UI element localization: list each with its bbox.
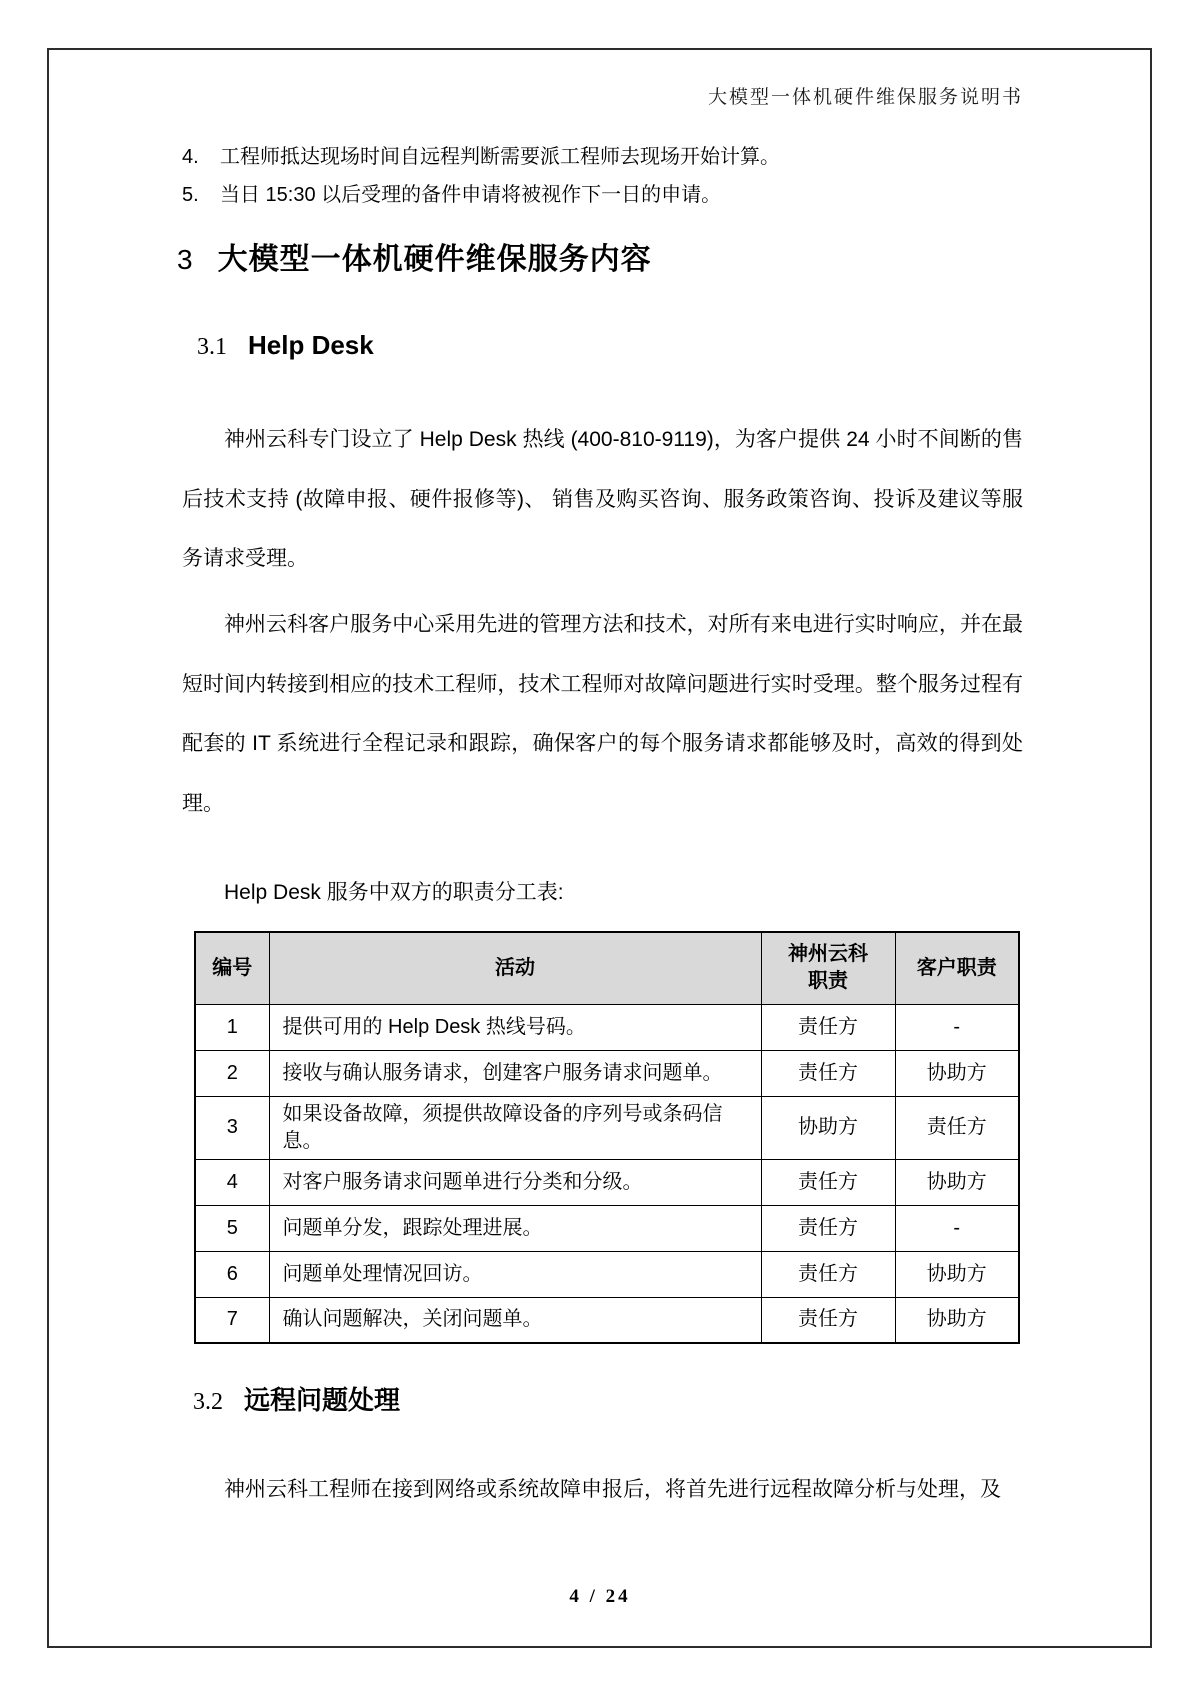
cell-yunke-duty: 协助方 [761, 1096, 895, 1159]
table-row [195, 1096, 1019, 1159]
section-number: 3.2 [193, 1389, 223, 1415]
list-item-4 [182, 144, 1032, 171]
section-number: 3 [177, 244, 193, 275]
list-item-number: 5. [182, 184, 199, 206]
cell-number: 2 [195, 1050, 269, 1096]
cell-yunke-duty: 责任方 [761, 1251, 895, 1297]
cell-customer-duty: - [895, 1004, 1019, 1050]
cell-activity: 问题单分发，跟踪处理进展。 [269, 1205, 761, 1251]
cell-activity: 问题单处理情况回访。 [269, 1251, 761, 1297]
paragraph-table-intro: Help Desk 服务中双方的职责分工表: [224, 881, 564, 904]
cell-yunke-duty: 责任方 [761, 1004, 895, 1050]
section-number: 3.1 [197, 334, 227, 360]
cell-activity: 提供可用的 Help Desk 热线号码。 [269, 1004, 761, 1050]
cell-yunke-duty: 责任方 [761, 1205, 895, 1251]
cell-number: 6 [195, 1251, 269, 1297]
section-title: Help Desk [248, 330, 374, 360]
header-cell-yunke-duty: 神州云科职责 [761, 932, 895, 1004]
cell-number: 7 [195, 1297, 269, 1343]
responsibility-table [194, 931, 1020, 1344]
table-row [195, 1004, 1019, 1050]
cell-yunke-duty: 责任方 [761, 1050, 895, 1096]
cell-customer-duty: 责任方 [895, 1096, 1019, 1159]
section-heading-3-2 [193, 1383, 400, 1419]
cell-yunke-duty: 责任方 [761, 1297, 895, 1343]
cell-activity: 确认问题解决，关闭问题单。 [269, 1297, 761, 1343]
cell-number: 3 [195, 1096, 269, 1159]
list-item-5 [182, 182, 1032, 209]
list-item-text: 当日 15:30 以后受理的备件申请将被视作下一日的申请。 [220, 184, 722, 206]
paragraph-remote-handling: 神州云科工程师在接到网络或系统故障申报后，将首先进行远程故障分析与处理，及 [224, 1478, 1001, 1501]
section-title: 远程问题处理 [244, 1385, 401, 1415]
cell-activity: 对客户服务请求问题单进行分类和分级。 [269, 1159, 761, 1205]
table-row [195, 1050, 1019, 1096]
header-cell-customer-duty: 客户职责 [895, 932, 1019, 1004]
section-heading-3-1 [197, 328, 374, 364]
section-heading-3 [177, 240, 652, 280]
table-row [195, 1159, 1019, 1205]
list-item-text: 工程师抵达现场时间自远程判断需要派工程师去现场开始计算。 [220, 146, 780, 168]
cell-customer-duty: 协助方 [895, 1050, 1019, 1096]
paragraph-helpdesk-1: 神州云科专门设立了 Help Desk 热线 (400-810-9119)，为客户提供 24 小时不间断的售后技术支持 (故障申报、硬件报修等)、 销售及购买咨询、服务政策咨询、投诉及建议等服务请求受理。 [182, 428, 1023, 570]
page-header-title: 大模型一体机硬件维保服务说明书 [707, 87, 1023, 108]
cell-customer-duty: - [895, 1205, 1019, 1251]
cell-customer-duty: 协助方 [895, 1297, 1019, 1343]
cell-customer-duty: 协助方 [895, 1159, 1019, 1205]
table-row [195, 1251, 1019, 1297]
section-title: 大模型一体机硬件维保服务内容 [217, 243, 652, 276]
cell-activity: 如果设备故障，须提供故障设备的序列号或条码信息。 [269, 1096, 761, 1159]
cell-number: 4 [195, 1159, 269, 1205]
cell-number: 5 [195, 1205, 269, 1251]
table-row [195, 1297, 1019, 1343]
header-cell-number: 编号 [195, 932, 269, 1004]
table-row [195, 1205, 1019, 1251]
paragraph-helpdesk-2: 神州云科客户服务中心采用先进的管理方法和技术，对所有来电进行实时响应，并在最短时间内转接到相应的技术工程师，技术工程师对故障问题进行实时受理。整个服务过程有配套的 IT 系统进行全程记录和跟踪，确保客户的每个服务请求都能够及时，高效的得到处理。 [182, 613, 1023, 815]
cell-yunke-duty: 责任方 [761, 1159, 895, 1205]
cell-number: 1 [195, 1004, 269, 1050]
cell-activity: 接收与确认服务请求，创建客户服务请求问题单。 [269, 1050, 761, 1096]
cell-customer-duty: 协助方 [895, 1251, 1019, 1297]
list-item-number: 4. [182, 146, 199, 168]
header-cell-activity: 活动 [269, 932, 761, 1004]
table-header-row [195, 932, 1019, 1004]
page-number: 4 / 24 [569, 1586, 631, 1607]
